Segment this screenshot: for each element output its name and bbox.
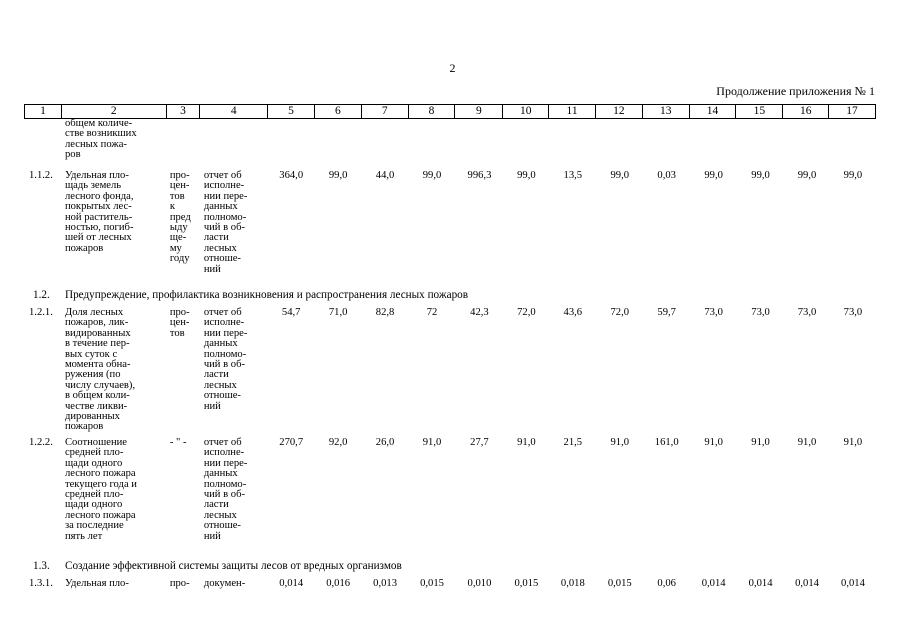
row-number: 1.3.1. [29,578,53,589]
header-col-13: 13 [643,105,690,118]
header-col-9: 9 [455,105,503,118]
header-col-7: 7 [362,105,409,118]
row-number: 1.1.2. [29,170,53,181]
value-cell: 364,0 [279,170,304,181]
header-col-11: 11 [549,105,596,118]
value-cell: 54,7 [281,307,301,318]
unit: про- цен- тов к пред ыду ще- му году [169,170,191,265]
table-row [24,171,876,283]
value-cell: 92,0 [328,437,348,448]
source [200,119,268,161]
value-cell: 0,014 [279,578,304,589]
value-cell: 0,015 [514,578,539,589]
value-cell: 26,0 [375,437,395,448]
value-cell: 270,7 [279,437,304,448]
table-header-row [24,104,876,119]
value-cell: 91,0 [422,437,442,448]
value-cell: 13,5 [563,170,583,181]
header-col-6: 6 [315,105,362,118]
row-number: 1.2.2. [29,437,53,448]
header-col-2: 2 [62,105,167,118]
value-cell: 91,0 [751,437,770,448]
value-cell: 99,0 [751,170,770,181]
value-cell: 59,7 [657,307,676,318]
section-number: 1.2. [33,289,50,301]
appendix-continuation-label: Продолжение приложения № 1 [716,84,875,98]
row-number: 1.2.1. [29,307,53,318]
value-cell: 91,0 [797,437,817,448]
value-cell: 91,0 [610,437,630,448]
header-col-5: 5 [268,105,315,118]
value-cell: 21,5 [563,437,583,448]
table-row [24,438,876,550]
value-cell: 0,06 [657,578,676,589]
value-cell: 99,0 [843,170,863,181]
indicator-name: общем количе- стве возникших лесных пожа- ров [65,118,137,161]
value-cell: 0,014 [748,578,773,589]
header-col-15: 15 [736,105,783,118]
value-cell: 91,0 [704,437,723,448]
section-heading [24,289,876,303]
section-title: Создание эффективной системы защиты лесов от вредных организмов [65,560,402,572]
header-col-8: 8 [409,105,456,118]
indicators-table [24,104,876,591]
section-number: 1.3. [33,560,50,572]
row-number [24,119,61,161]
value-cell: 0,015 [420,578,444,589]
value-cell: 73,0 [704,307,723,318]
value-cell: 99,0 [517,170,536,181]
header-col-4: 4 [200,105,268,118]
value-cell: 0,010 [467,578,492,589]
table-row [24,308,876,434]
source: отчет об исполне- нии пере- данных полномо- чий в об- ласти лесных отноше- ний [203,437,248,542]
value-cell: 72,0 [517,307,536,318]
unit: про- [169,578,190,589]
unit: - " - [169,437,187,448]
value-cell: 73,0 [797,307,817,318]
value-cell: 73,0 [843,307,863,318]
page-number: 2 [449,61,456,75]
value-cell: 0,014 [795,578,819,589]
header-col-12: 12 [596,105,643,118]
value-cell: 43,6 [563,307,583,318]
value-cell: 0,018 [560,578,585,589]
unit [166,119,200,161]
value-cell: 99,0 [422,170,442,181]
value-cell: 71,0 [328,307,348,318]
unit: про- цен- тов [169,307,190,339]
value-cell: 82,8 [375,307,395,318]
value-cell: 72,0 [610,307,630,318]
value-cell: 91,0 [843,437,863,448]
header-col-10: 10 [503,105,549,118]
section-title: Предупреждение, профилактика возникновения и распространения лесных пожаров [65,289,469,301]
source: отчет об исполне- нии пере- данных полномо- чий в об- ласти лесных отноше- ний [203,307,248,412]
value-cell: 99,0 [704,170,723,181]
value-cell: 99,0 [328,170,348,181]
value-cell: 42,3 [470,307,489,318]
source: отчет об исполне- нии пере- данных полномо- чий в об- ласти лесных отноше- ний [203,170,248,275]
table-row [24,579,876,591]
value-cell: 73,0 [751,307,770,318]
value-cell: 161,0 [654,437,679,448]
header-col-3: 3 [167,105,201,118]
indicator-name: Доля лесных пожаров, лик- видированных в течение пер- вых суток с момента обна- ружения (по числу случаев), в общем коли- честве ликви- дированных пожаров [64,307,136,433]
header-col-17: 17 [846,105,858,117]
value-cell: 0,014 [701,578,726,589]
indicator-name: Удельная пло- [64,578,129,589]
value-cell: 0,013 [373,578,397,589]
indicator-name: Соотношение средней пло- щади одного лесного пожара текущего года и средней пло- щади одного лесного пожара за последние пять лет [64,437,137,542]
table-row [24,119,876,161]
value-cell: 91,0 [517,437,536,448]
value-cell: 99,0 [797,170,817,181]
value-cell: 0,015 [607,578,632,589]
value-cell: 0,016 [326,578,351,589]
header-col-16: 16 [783,105,829,118]
value-cell: 0,03 [657,170,676,181]
value-cell: 27,7 [470,437,489,448]
value-cell: 0,014 [841,578,865,589]
header-col-14: 14 [690,105,737,118]
header-col-1: 1 [25,105,62,118]
value-cell: 44,0 [375,170,395,181]
indicator-name: Удельная пло- щадь земель лесного фонда, покрытых лес- ной раститель- ностью, погиб- шей от лесных пожаров [64,170,134,254]
value-cell: 72 [426,307,438,318]
value-cell: 99,0 [610,170,630,181]
value-cell: 996,3 [467,170,492,181]
source: докумен- [203,578,246,589]
section-heading [24,560,876,574]
